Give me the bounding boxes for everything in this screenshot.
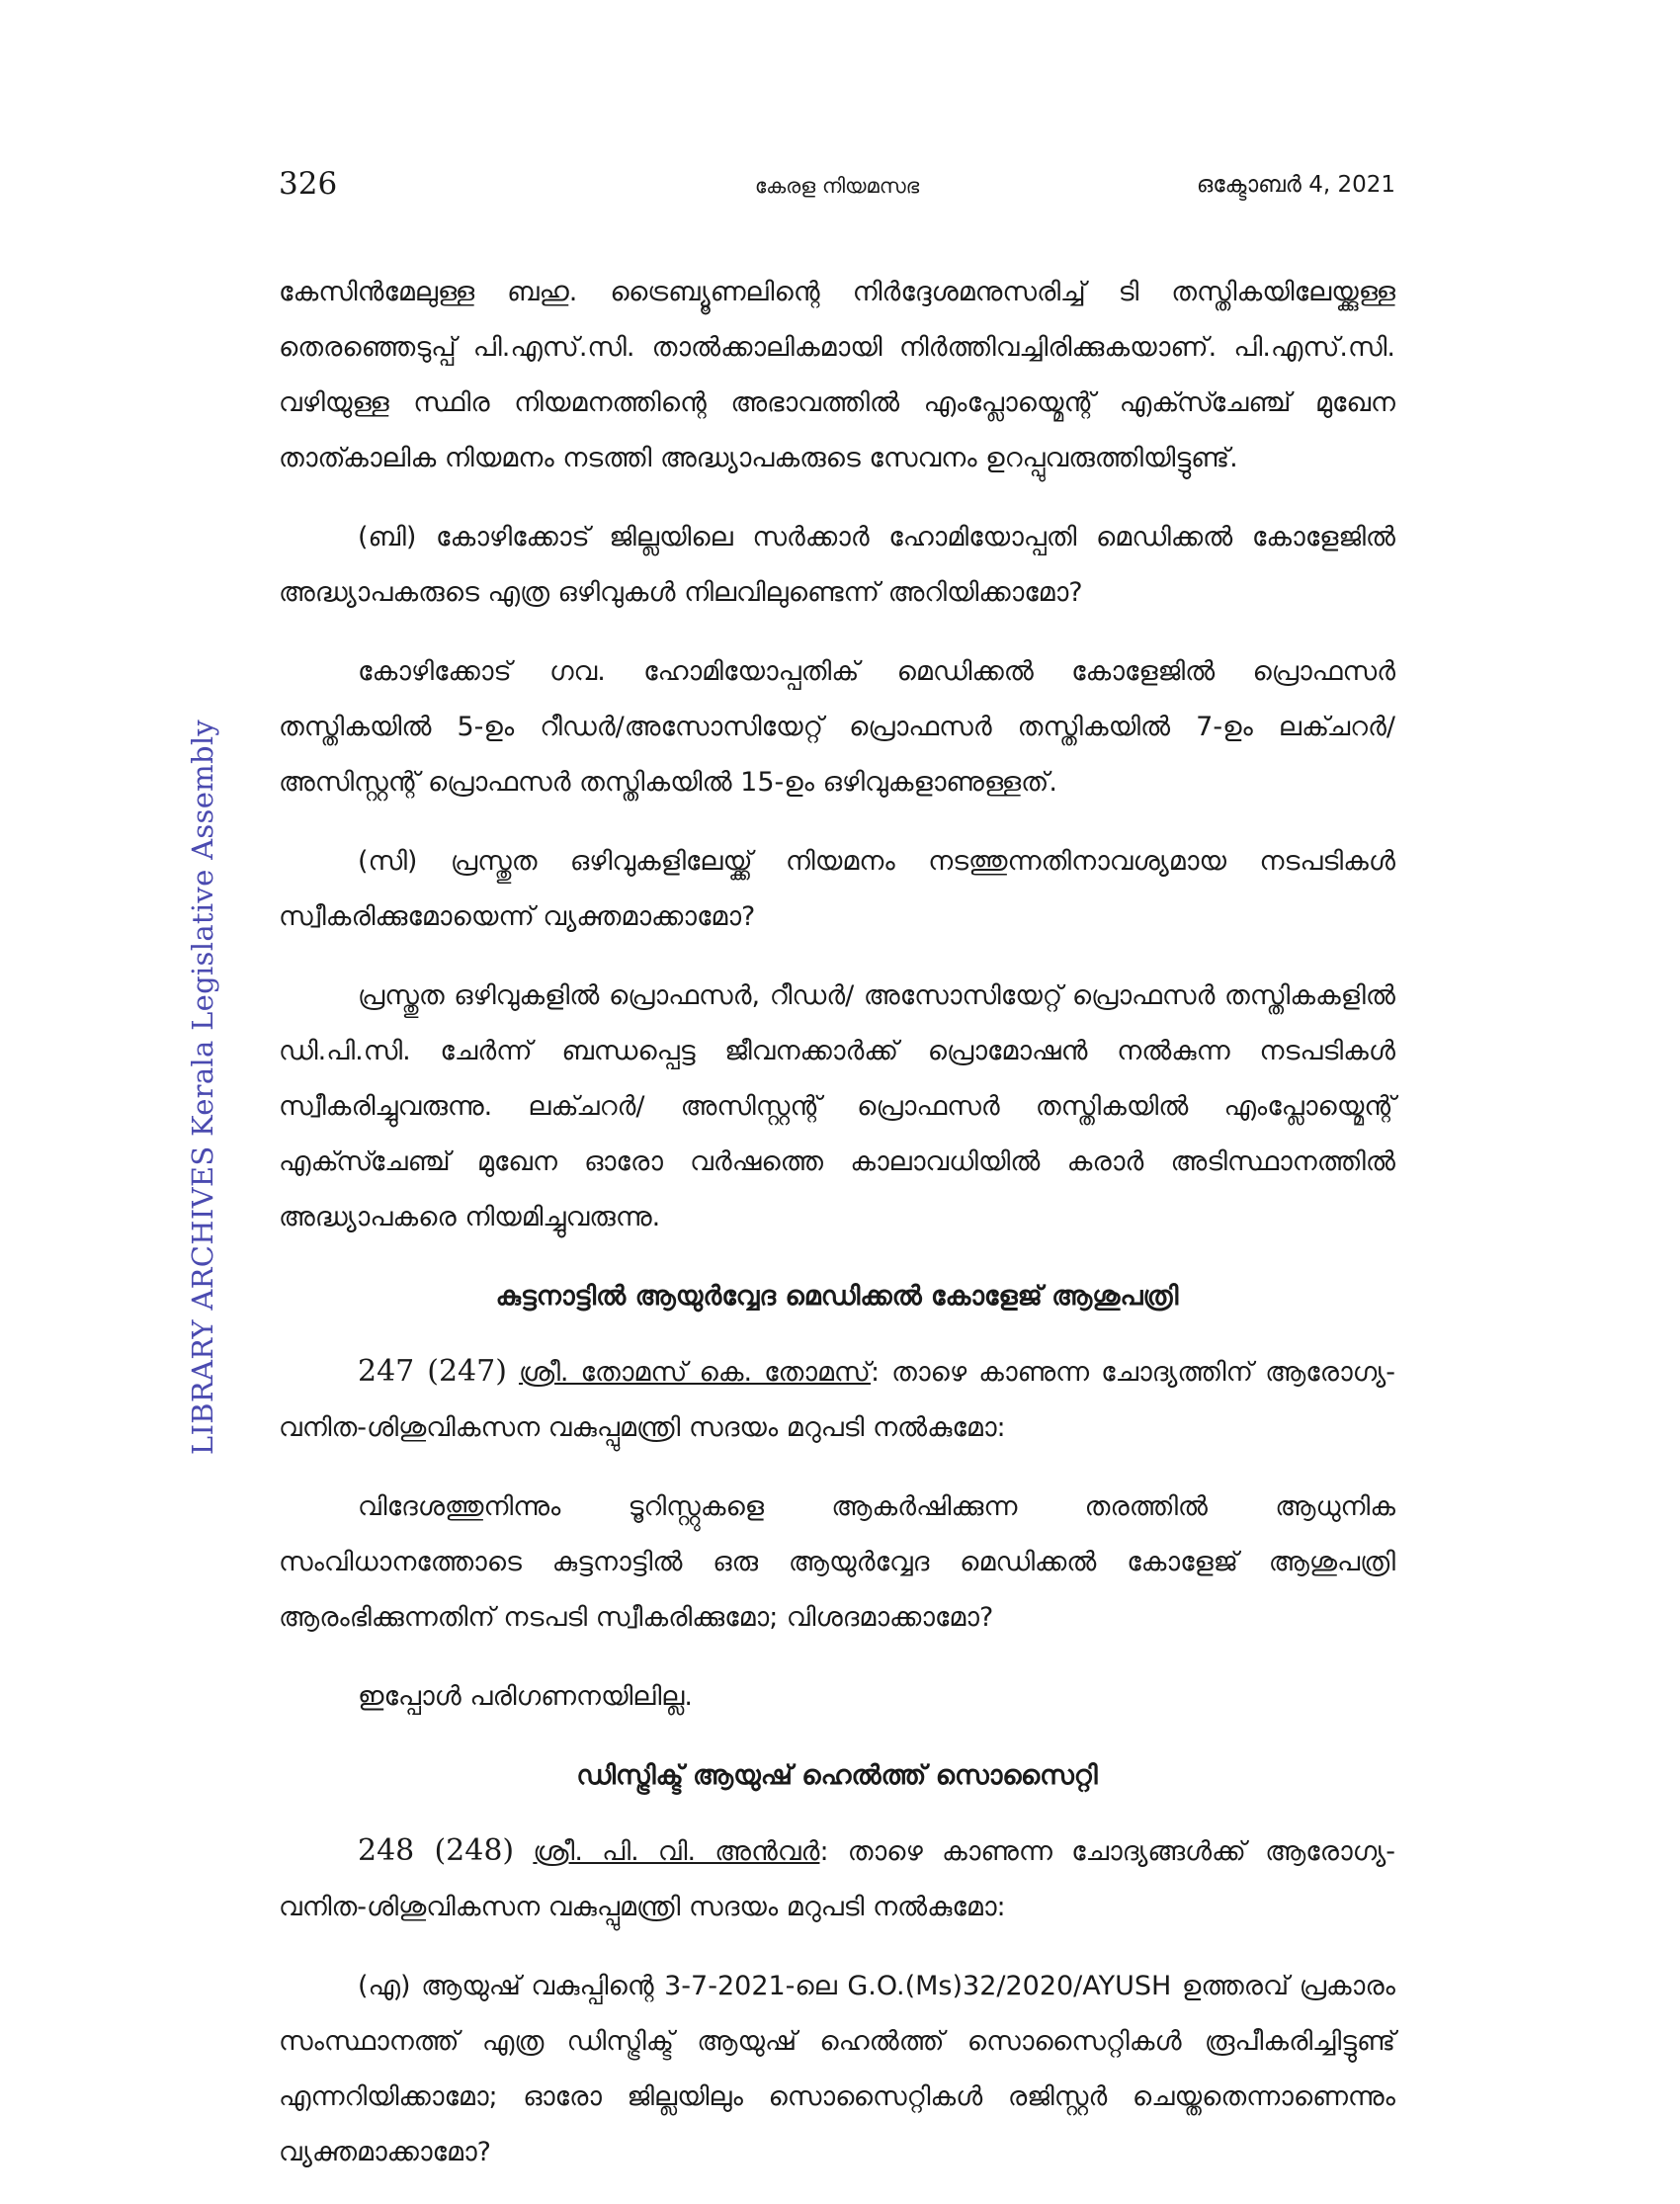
question-c: (സി) പ്രസ്തുത ഒഴിവുകളിലേയ്ക്ക് നിയമനം നടത്തുന്നതിനാവശ്യമായ നടപടികൾ സ്വീകരിക്കുമോയെന്ന് വ്യക്തമാക്കാമോ? (279, 846, 1395, 932)
answer-247: ഇപ്പോൾ പരിഗണനയിലില്ല. (358, 1681, 693, 1712)
page-header (279, 166, 1395, 215)
question-248-a: (എ) ആയുഷ് വകുപ്പിന്റെ 3-7-2021-ലെ G.O.(Ms)32/2020/AYUSH ഉത്തരവ് പ്രകാരം സംസ്ഥാനത്ത് എത്ര ഡിസ്ട്രിക്ട് ആയുഷ് ഹെൽത്ത് സൊസൈറ്റികൾ രൂപീകരിച്ചിട്ടുണ്ട് എന്നറിയിക്കാമോ; ഓരോ ജില്ലയിലും സൊസൈറ്റികൾ രജിസ്റ്റർ ചെയ്തതെന്നാണെന്നും വ്യക്തമാക്കാമോ? (279, 1971, 1395, 2167)
member-name: ശ്രീ. തോമസ് കെ. തോമസ് (518, 1357, 871, 1388)
question-intro-text: : താഴെ കാണുന്ന ചോദ്യത്തിന് ആരോഗ്യ- വനിത-ശിശുവികസന വകുപ്പുമന്ത്രി സദയം മറുപടി നൽകുമോ: (279, 1357, 1395, 1443)
question-b: (ബി) കോഴിക്കോട് ജില്ലയിലെ സർക്കാർ ഹോമിയോപ്പതി മെഡിക്കൽ കോളേജിൽ അദ്ധ്യാപകരുടെ എത്ര ഒഴിവുകൾ നിലവിലുണ്ടെന്ന് അറിയിക്കാമോ? (279, 522, 1395, 608)
question-number: 248 (248) (358, 1833, 515, 1868)
page-body (279, 265, 1395, 2204)
member-name: ശ്രീ. പി. വി. അൻവർ (533, 1836, 820, 1867)
section-heading-ayush: ഡിസ്ട്രിക്ട് ആയുഷ് ഹെൽത്ത് സൊസൈറ്റി (576, 1760, 1098, 1791)
question-247-intro (279, 1344, 1395, 1456)
watermark-text: LIBRARY ARCHIVES Kerala Legislative Assembly (186, 719, 219, 1456)
answer-b: കോഴിക്കോട് ഗവ. ഹോമിയോപ്പതിക് മെഡിക്കൽ കോളേജിൽ പ്രൊഫസർ തസ്തികയിൽ 5-ഉം റീഡർ/അസോസിയേറ്റ് പ്രൊഫസർ തസ്തികയിൽ 7-ഉം ലക്ചറർ/അസിസ്റ്റന്റ് പ്രൊഫസർ തസ്തികയിൽ 15-ഉം ഒഴിവുകളാണുള്ളത്. (279, 656, 1395, 798)
running-title: കേരള നിയമസഭ (754, 174, 920, 198)
question-number: 247 (247) (358, 1354, 507, 1389)
question-247: വിദേശത്തുനിന്നും ടൂറിസ്റ്റുകളെ ആകർഷിക്കുന്ന തരത്തിൽ ആധുനിക സംവിധാനത്തോടെ കുട്ടനാട്ടിൽ ഒരു ആയുർവ്വേദ മെഡിക്കൽ കോളേജ് ആശുപത്രി ആരംഭിക്കുന്നതിന് നടപടി സ്വീകരിക്കുമോ; വിശദമാക്കാമോ? (279, 1491, 1395, 1633)
question-intro-text: : താഴെ കാണുന്ന ചോദ്യങ്ങൾക്ക് ആരോഗ്യ- വനിത-ശിശുവികസന വകുപ്പുമന്ത്രി സദയം മറുപടി നൽകുമോ: (279, 1836, 1395, 1922)
question-248-intro (279, 1823, 1395, 1935)
header-date: ഒക്ടോബർ 4, 2021 (1196, 172, 1395, 198)
section-heading-ayurveda: കുട്ടനാട്ടിൽ ആയുർവ്വേദ മെഡിക്കൽ കോളേജ് ആശുപത്രി (495, 1281, 1179, 1312)
page-number: 326 (279, 166, 338, 202)
answer-c: പ്രസ്തുത ഒഴിവുകളിൽ പ്രൊഫസർ, റീഡർ/ അസോസിയേറ്റ് പ്രൊഫസർ തസ്തികകളിൽ ഡി.പി.സി. ചേർന്ന് ബന്ധപ്പെട്ട ജീവനക്കാർക്ക് പ്രൊമോഷൻ നൽകുന്ന നടപടികൾ സ്വീകരിച്ചുവരുന്നു. ലക്ചറർ/ അസിസ്റ്റന്റ് പ്രൊഫസർ തസ്തികയിൽ എംപ്ലോയ്മെന്റ് എക്സ്ചേഞ്ച് മുഖേന ഓരോ വർഷത്തെ കാലാവധിയിൽ കരാർ അടിസ്ഥാനത്തിൽ അദ്ധ്യാപകരെ നിയമിച്ചുവരുന്നു. (279, 980, 1395, 1232)
answer-continuation: കേസിൻമേലുള്ള ബഹു. ട്രൈബ്യൂണലിന്റെ നിർദ്ദേശമനുസരിച്ച് ടി തസ്തികയിലേയ്ക്കുള്ള തെരഞ്ഞെടുപ്പ് പി.എസ്.സി. താൽക്കാലികമായി നിർത്തിവച്ചിരിക്കുകയാണ്. പി.എസ്.സി. വഴിയുള്ള സ്ഥിര നിയമനത്തിന്റെ അഭാവത്തിൽ എംപ്ലോയ്മെന്റ് എക്സ്ചേഞ്ച് മുഖേന താത്കാലിക നിയമനം നടത്തി അദ്ധ്യാപകരുടെ സേവനം ഉറപ്പുവരുത്തിയിട്ടുണ്ട്. (279, 277, 1395, 473)
